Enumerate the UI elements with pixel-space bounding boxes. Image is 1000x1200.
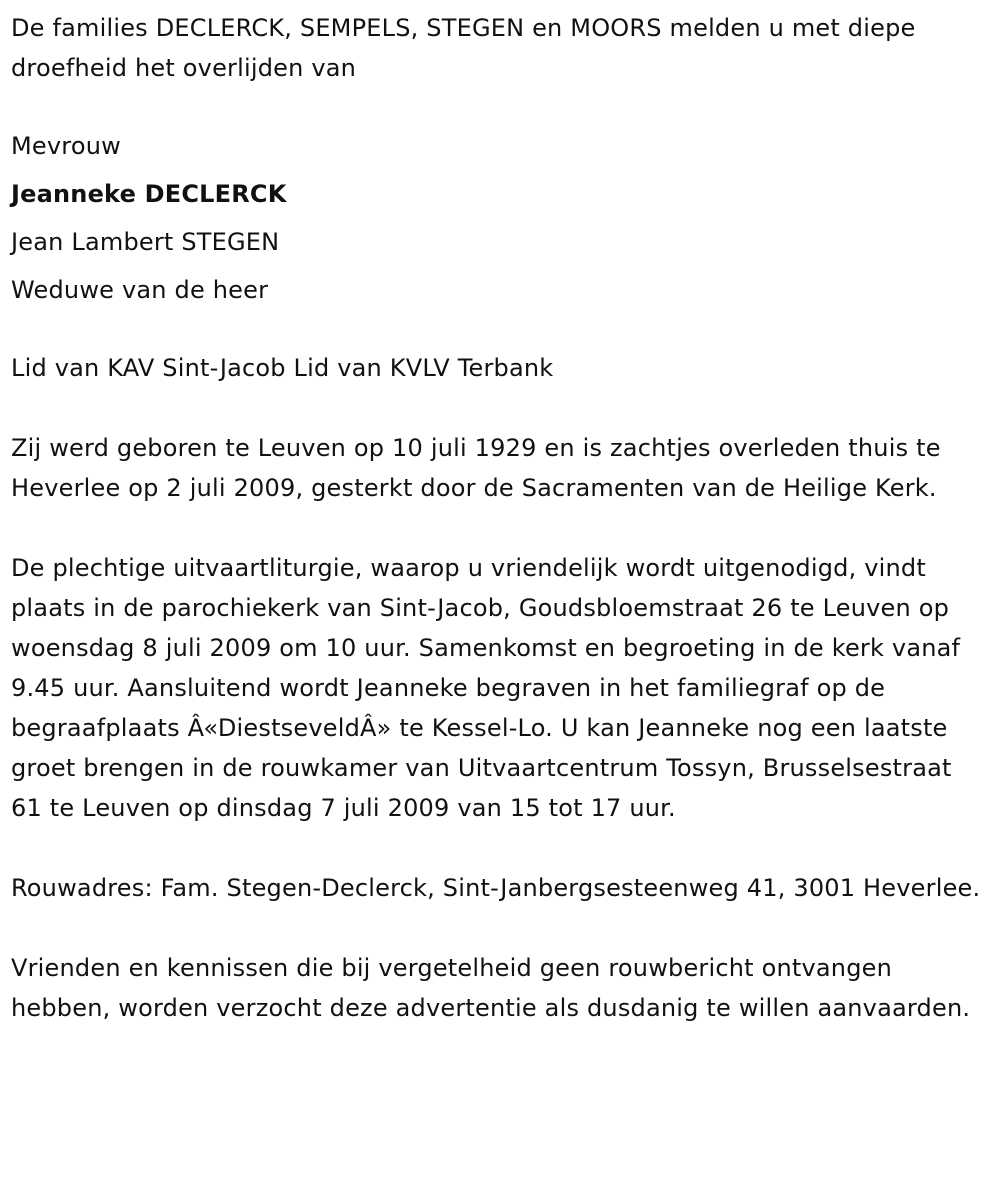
spouse-name: Jean Lambert STEGEN bbox=[11, 228, 280, 256]
widow-of-line: Weduwe van de heer bbox=[11, 276, 269, 304]
closing-paragraph: Vrienden en kennissen die bij vergetelheid geen rouwbericht ontvangen hebben, worden verzocht deze advertentie als dusdanig te willen aanvaarden. bbox=[11, 954, 971, 1022]
memberships-line: Lid van KAV Sint-Jacob Lid van KVLV Terbank bbox=[11, 354, 554, 382]
spacer bbox=[11, 828, 988, 868]
spacer bbox=[11, 908, 988, 948]
birth-death-paragraph: Zij werd geboren te Leuven op 10 juli 1929 en is zachtjes overleden thuis te Heverlee op 2 juli 2009, gesterkt door de Sacramenten van de Heilige Kerk. bbox=[11, 434, 941, 502]
spacer bbox=[11, 314, 988, 348]
spacer bbox=[11, 388, 988, 428]
intro-paragraph: De families DECLERCK, SEMPELS, STEGEN en MOORS melden u met diepe droefheid het overlijden van bbox=[11, 14, 916, 82]
spacer bbox=[11, 508, 988, 548]
funeral-paragraph: De plechtige uitvaartliturgie, waarop u vriendelijk wordt uitgenodigd, vindt plaats in de parochiekerk van Sint-Jacob, Goudsbloemstraat 26 te Leuven op woensdag 8 juli 2009 om 10 uur. Samenkomst en begroeting in de kerk vanaf 9.45 uur. Aansluitend wordt Jeanneke begraven in het familiegraf op de begraafplaats Â«DiestseveldÂ» te Kessel-Lo. U kan Jeanneke nog een laatste groet brengen in de rouwkamer van Uitvaartcentrum Tossyn, Brusselsestraat 61 te Leuven op dinsdag 7 juli 2009 van 15 tot 17 uur. bbox=[11, 554, 961, 822]
deceased-name: Jeanneke DECLERCK bbox=[11, 180, 287, 208]
spacer bbox=[11, 88, 988, 122]
address-paragraph: Rouwadres: Fam. Stegen-Declerck, Sint-Janbergsesteenweg 41, 3001 Heverlee. bbox=[11, 874, 981, 902]
salutation: Mevrouw bbox=[11, 132, 121, 160]
